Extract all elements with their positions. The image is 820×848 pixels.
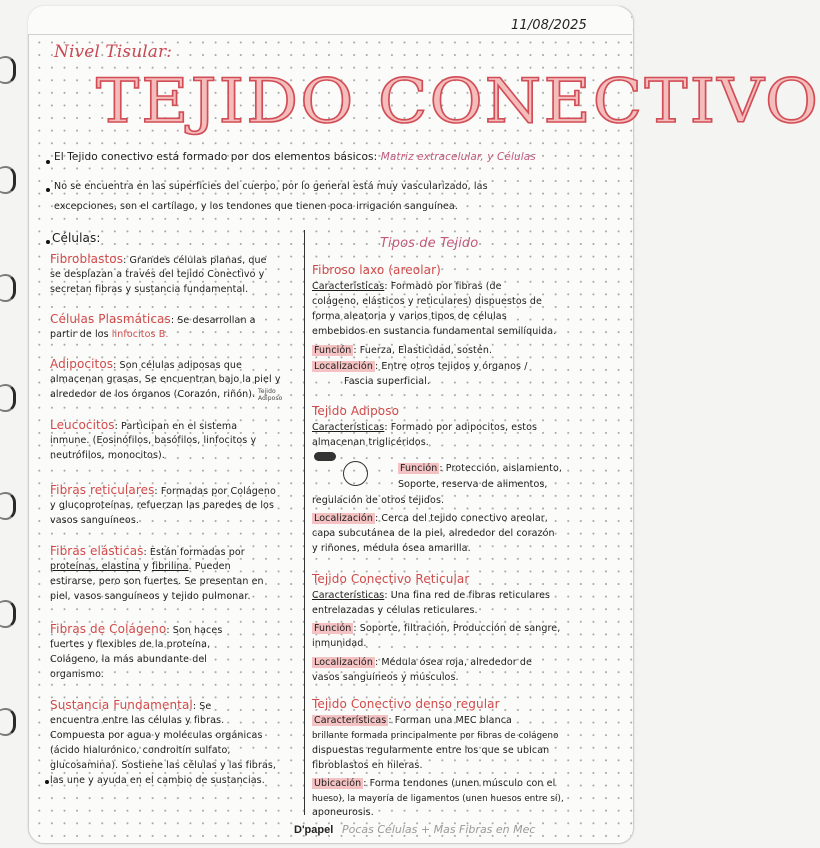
fibroblastos-term: Fibroblastos bbox=[50, 252, 124, 266]
caracteristicas-label: Características bbox=[312, 281, 385, 292]
bullet-dot bbox=[45, 780, 49, 784]
laxo-title: Fibroso laxo (areolar) bbox=[312, 263, 441, 277]
intro-highlight: Matriz extracelular, y Células bbox=[380, 151, 536, 163]
binder-ring bbox=[0, 384, 16, 412]
reticular-line: vasos sanguíneos y músculos. bbox=[312, 672, 459, 683]
denso-title: Tejido Conectivo denso regular bbox=[312, 697, 500, 711]
localizacion-label: Localización bbox=[314, 513, 373, 524]
intro-line-2: No se encuentra en las superficies del cuerpo, por lo general está muy vascularizado, las bbox=[54, 181, 488, 192]
intro-line-3: excepciones, son el cartílago, y los tendones que tienen poca irrigación sanguínea. bbox=[54, 201, 458, 212]
def-text: : Participan en el sistema bbox=[114, 421, 238, 432]
adipocitos-line bbox=[50, 357, 242, 373]
binder-ring bbox=[0, 708, 16, 736]
reticulares-term: Fibras reticulares bbox=[50, 483, 155, 497]
def-text: : Formadas por Colágeno bbox=[154, 486, 276, 497]
column-divider bbox=[304, 230, 305, 815]
ubicacion-label: Ubicación bbox=[314, 778, 362, 789]
def-text: : Protección, aislamiento, bbox=[439, 463, 562, 474]
def-text: : Se desarrollan a bbox=[170, 315, 256, 326]
reticular-line bbox=[312, 622, 560, 636]
plasmaticas-line bbox=[50, 328, 168, 342]
footer-note: Pocas Células + Mas Fibras en Mec bbox=[342, 823, 536, 836]
funcion-label: Función bbox=[400, 463, 438, 474]
leucocitos-line: neutrófilos, monocitos). bbox=[50, 450, 165, 461]
adipocitos-term: Adipocitos bbox=[50, 357, 114, 371]
colageno-term: Fibras de Colágeno bbox=[50, 622, 167, 636]
def-text: partir de los bbox=[50, 329, 109, 340]
def-text: : Forman una MEC blanca bbox=[388, 715, 512, 726]
def-text: : Forma tendones (unen músculo con el bbox=[363, 778, 556, 789]
sustancia-line: (ácido hialurónico, condroitín sulfato, bbox=[50, 745, 231, 756]
elasticas-line bbox=[50, 544, 245, 560]
adiposo-line bbox=[312, 421, 537, 435]
adiposo-line: almacenan triglicéridos. bbox=[312, 437, 429, 448]
def-text: : Fuerza, Elasticidad, sostén. bbox=[353, 345, 493, 356]
elastina-word: , elastina bbox=[95, 561, 140, 572]
proteinas-word: proteínas bbox=[50, 561, 96, 572]
def-text: : Médula ósea roja, alrededor de bbox=[374, 657, 532, 668]
reticular-line: entrelazadas y células reticulares. bbox=[312, 605, 478, 616]
localizacion-label: Localización bbox=[314, 657, 373, 668]
binder-ring bbox=[0, 56, 16, 84]
adipocitos-line: almacenan grasas. Se encuentran bajo la piel y bbox=[50, 374, 281, 385]
nivel-heading: Nivel Tisular: bbox=[54, 42, 173, 62]
sustancia-line: glucosamina). Sostiene las células y las fibras, bbox=[50, 760, 277, 771]
linfocitos-term: linfocitos B. bbox=[111, 329, 169, 340]
colageno-line: organismo. bbox=[50, 669, 104, 680]
adiposo-line bbox=[398, 462, 562, 476]
def-text: : Cerca del tejido conectivo areolar, bbox=[374, 513, 548, 524]
reticulares-line: vasos sanguíneos. bbox=[50, 515, 140, 526]
bullet-dot bbox=[46, 160, 50, 164]
reticulares-line: y glucoproteínas, refuerzan las paredes de los bbox=[50, 500, 275, 511]
laxo-line: forma aleatoria y varios tipos de células bbox=[312, 311, 507, 322]
colageno-line: Colágeno, la más abundante del bbox=[50, 654, 208, 665]
elasticas-term: Fibras elásticas bbox=[50, 544, 144, 558]
caracteristicas-label: Características bbox=[312, 422, 385, 433]
plasmaticas-term: Células Plasmáticas bbox=[50, 312, 171, 326]
adipocitos-line: alrededor de los órganos (Corazón, riñón). bbox=[50, 389, 256, 400]
reticulares-line bbox=[50, 483, 276, 499]
reticular-title: Tejido Conectivo Reticular bbox=[312, 572, 470, 586]
binder-ring bbox=[0, 166, 16, 194]
adipocitos-side-note: Tejido Adiposo bbox=[258, 388, 283, 402]
leucocitos-line bbox=[50, 418, 237, 434]
sustancia-line: Compuesta por agua y moléculas orgánicas bbox=[50, 730, 263, 741]
adiposo-line bbox=[312, 512, 548, 526]
def-text: : Formado por adipocitos, estos bbox=[384, 422, 538, 433]
page-date: 11/08/2025 bbox=[511, 18, 587, 33]
intro-text: El Tejido conectivo está formado por dos elementos básicos: bbox=[54, 151, 378, 163]
elasticas-line: piel, vasos sanguíneos y tejido pulmonar. bbox=[50, 591, 251, 602]
binder-ring bbox=[0, 492, 16, 520]
reticular-line bbox=[312, 589, 550, 603]
fibrilina-word: fibrilina bbox=[151, 561, 189, 572]
adiposo-line: capa subcutánea de la piel, alrededor del corazón bbox=[312, 528, 555, 539]
def-text: : Entre otros tejidos y órganos / bbox=[374, 361, 528, 372]
denso-line: brillante formada principalmente por fibras de colágeno bbox=[312, 731, 559, 741]
smiley-doodle-icon bbox=[343, 461, 368, 486]
caracteristicas-label: Características bbox=[312, 590, 385, 601]
sustancia-line bbox=[50, 698, 211, 714]
caracteristicas-label: Características bbox=[314, 715, 387, 726]
adiposo-title: Tejido Adiposo bbox=[312, 404, 400, 418]
denso-line bbox=[312, 714, 512, 728]
adiposo-line: y riñones, médula ósea amarilla. bbox=[312, 543, 471, 554]
def-text: : Grandes células planas, que bbox=[123, 255, 267, 266]
reticular-line bbox=[312, 656, 532, 670]
adiposo-line: Soporte, reserva de alimentos, bbox=[398, 479, 548, 490]
denso-line: hueso), la mayoría de ligamentos (unen huesos entre sí), bbox=[312, 794, 564, 804]
sustancia-term: Sustancia Fundamental bbox=[50, 698, 193, 712]
ink-scribble bbox=[314, 452, 336, 461]
fibroblastos-line bbox=[50, 252, 267, 268]
def-text: : Una fina red de fibras reticulares bbox=[384, 590, 551, 601]
leucocitos-line: inmune. (Eosinófilos, basófilos, linfocitos y bbox=[50, 435, 257, 446]
fibroblastos-line: secretan fibras y sustancia fundamental. bbox=[50, 284, 249, 295]
denso-line: dispuestas regularmente entre los que se ubican bbox=[312, 745, 550, 756]
sustancia-line: encuentra entre las células y fibras. bbox=[50, 715, 225, 726]
laxo-line: colágeno, elásticos y reticulares) dispuestos de bbox=[312, 296, 542, 307]
adiposo-line: regulación de otros tejidos. bbox=[312, 495, 445, 506]
laxo-line bbox=[312, 344, 492, 358]
def-text: . Pueden bbox=[188, 561, 231, 572]
def-text: : Se bbox=[192, 701, 212, 712]
binder-ring bbox=[0, 274, 16, 302]
bullet-dot bbox=[46, 188, 50, 192]
denso-line bbox=[312, 777, 555, 791]
def-text: : Son haces bbox=[166, 625, 223, 636]
denso-line: fibroblastos en hileras. bbox=[312, 760, 423, 771]
elasticas-line: estirarse, pero son fuertes. Se presentan en bbox=[50, 576, 264, 587]
def-text: : Son células adiposas que bbox=[113, 360, 242, 371]
leucocitos-term: Leucocitos bbox=[50, 418, 115, 432]
paper-brand-logo: D'papel bbox=[294, 824, 334, 836]
denso-line: aponeurosis. bbox=[312, 807, 374, 818]
page-title: TEJIDO CONECTIVO bbox=[96, 66, 820, 137]
localizacion-label: Localización bbox=[314, 361, 373, 372]
bullet-dot bbox=[46, 240, 50, 244]
funcion-label: Función bbox=[314, 345, 352, 356]
laxo-line: Fascia superficial. bbox=[344, 376, 431, 387]
def-text: y bbox=[139, 561, 152, 572]
funcion-label: Función bbox=[314, 623, 352, 634]
tipos-header: Tipos de Tejido bbox=[380, 236, 479, 251]
elasticas-line bbox=[50, 560, 231, 574]
colageno-line: fuertes y flexibles de la proteína, bbox=[50, 639, 211, 650]
laxo-line bbox=[312, 360, 528, 374]
cells-header: Células: bbox=[52, 231, 101, 245]
reticular-line: inmunidad. bbox=[312, 638, 367, 649]
def-text: : Están formadas por bbox=[143, 547, 245, 558]
plasmaticas-line bbox=[50, 312, 256, 328]
intro-line-1 bbox=[54, 151, 536, 163]
sustancia-line: las une y ayuda en el cambio de sustancias. bbox=[50, 775, 265, 786]
binder-ring bbox=[0, 600, 16, 628]
def-text: : Soporte, filtración, Producción de sangre, bbox=[353, 623, 561, 634]
laxo-line: embebidos en sustancia fundamental semilíquida. bbox=[312, 326, 557, 337]
fibroblastos-line: se desplazan a través del tejido Conectivo y bbox=[50, 269, 265, 280]
colageno-line bbox=[50, 622, 222, 638]
laxo-line bbox=[312, 280, 502, 294]
def-text: : Formado por fibras (de bbox=[384, 281, 502, 292]
